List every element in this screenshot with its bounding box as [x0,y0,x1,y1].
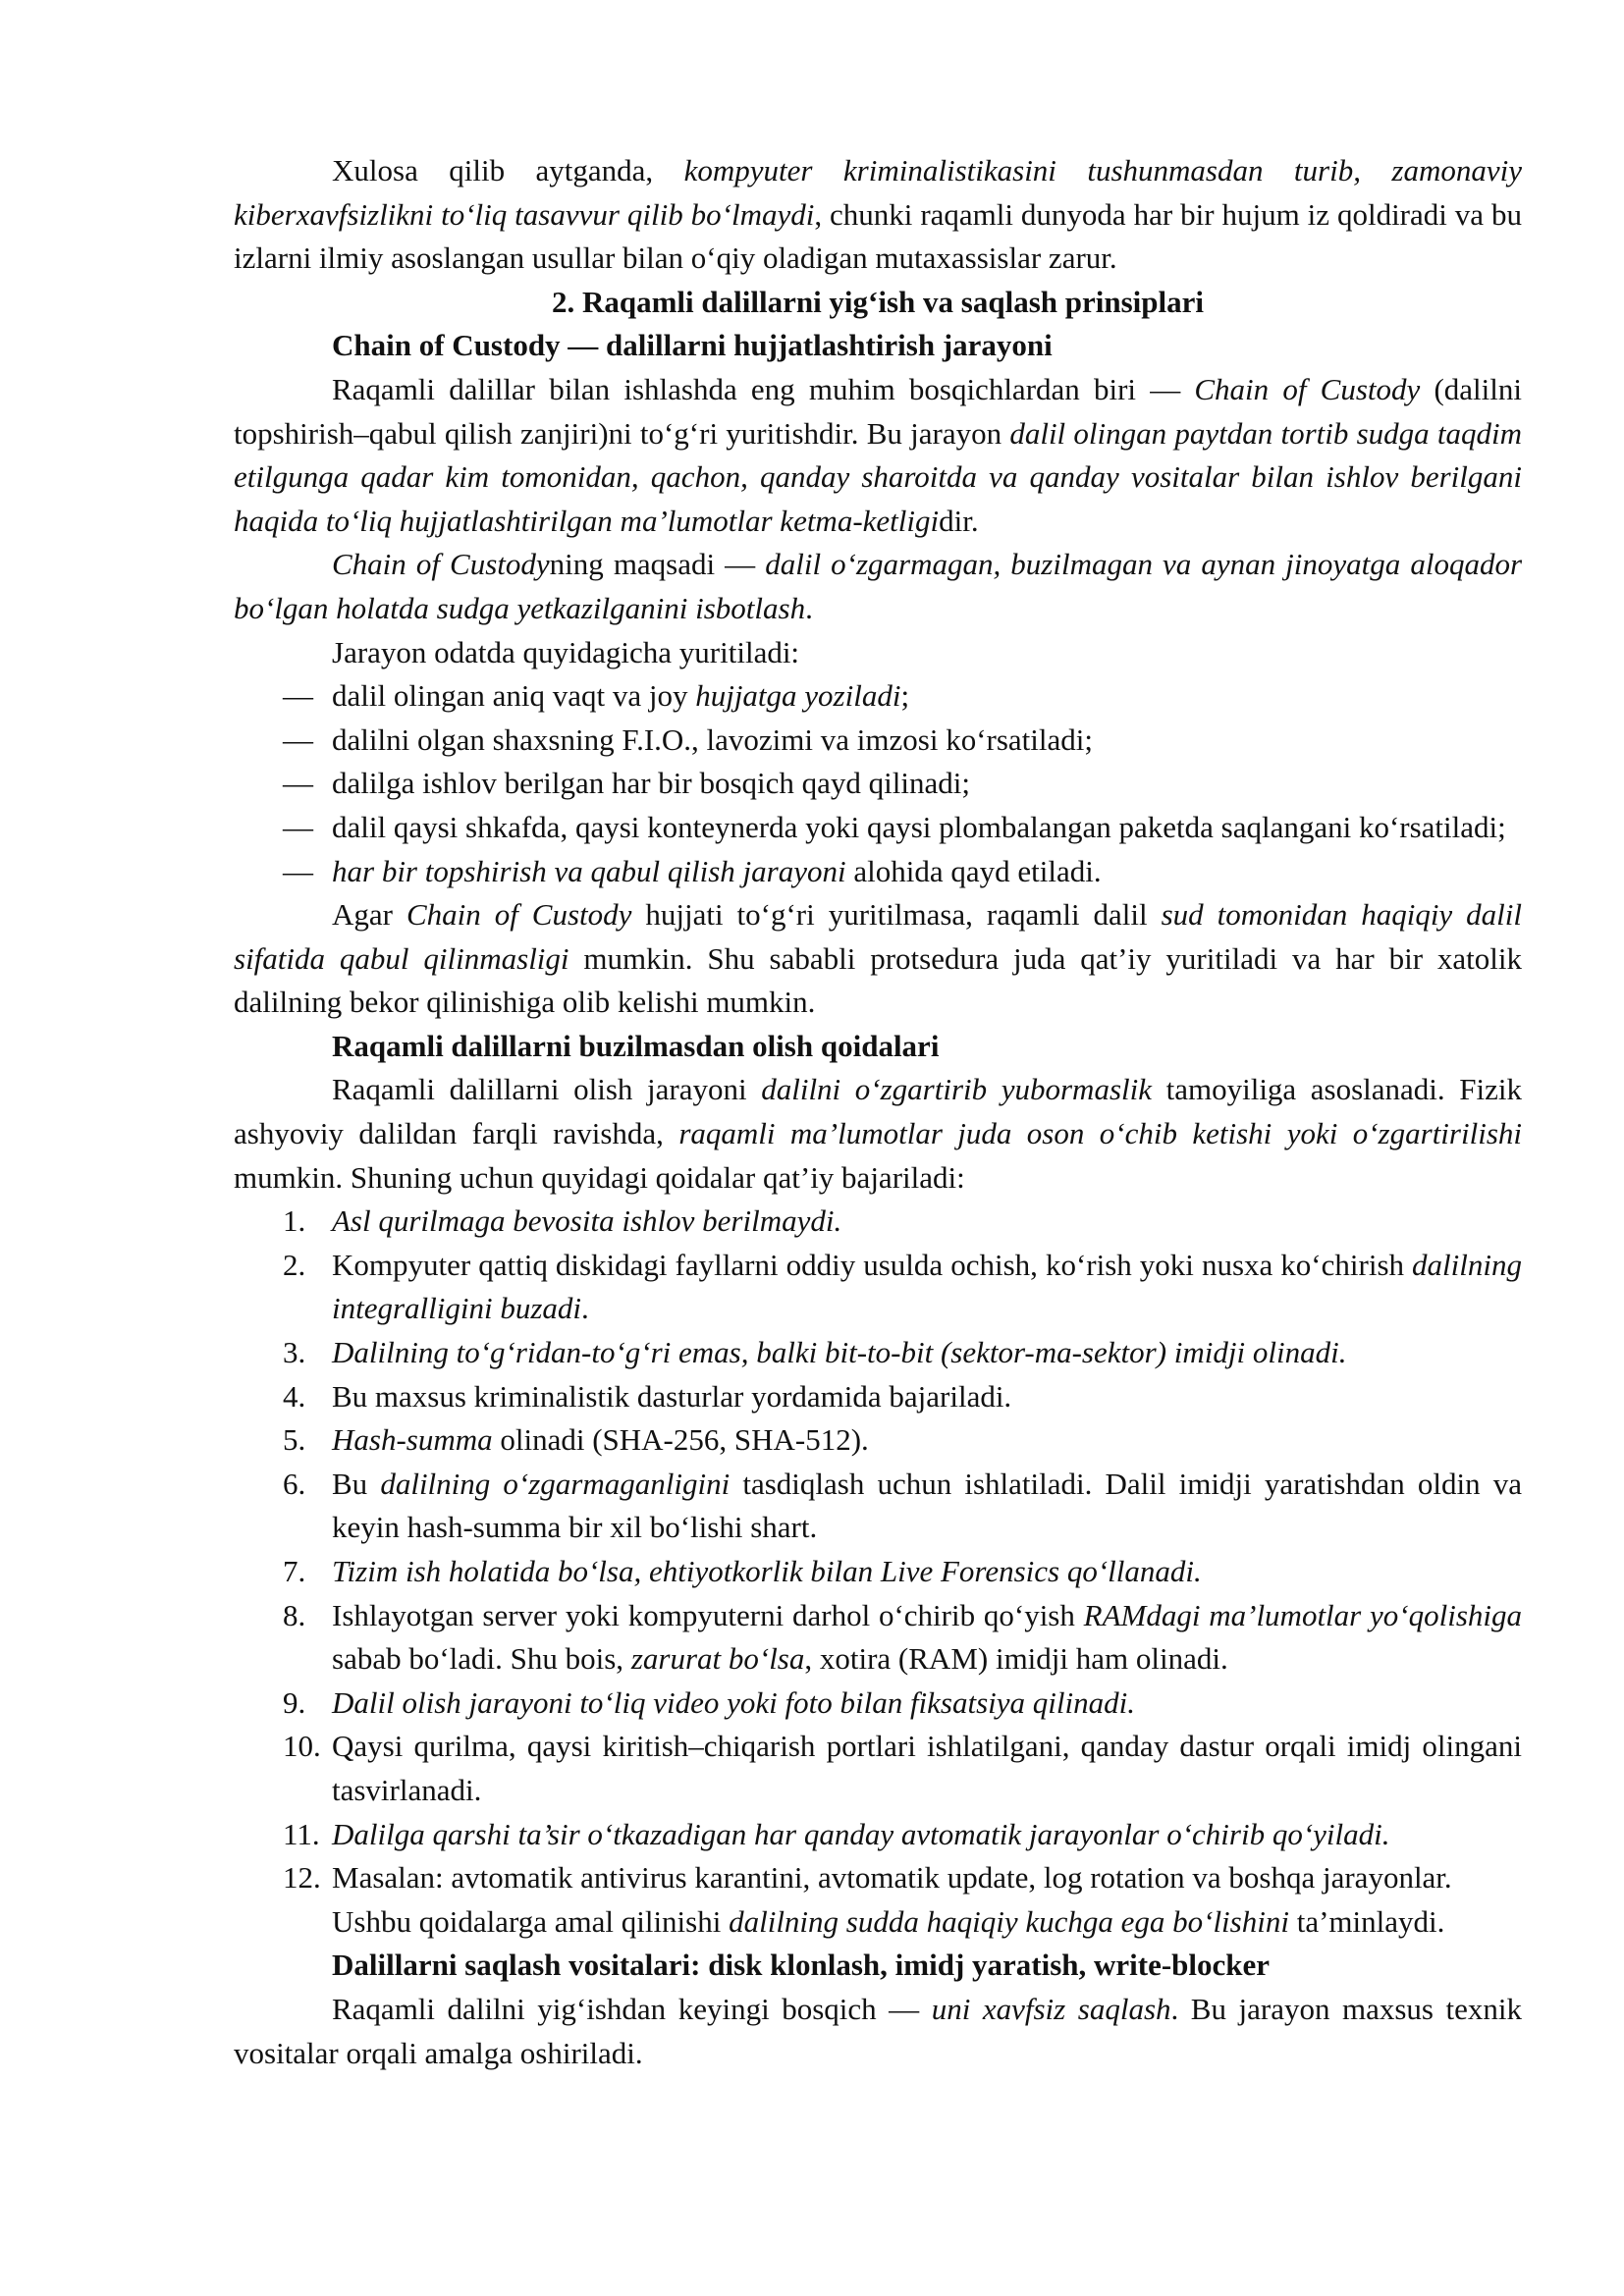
italic-run: dalil o‘zgarmagan, buzilmagan va aynan jinoyatga aloqador bo‘lgan holatda sudga yetkazilganini isbotlash [234,547,1523,625]
item-number: 6. [283,1466,306,1501]
section-title: 2. Raqamli dalillarni yig‘ish va saqlash prinsiplari [551,284,1205,319]
numbered-item [234,1594,1522,1682]
item-number: 2. [283,1247,306,1282]
italic-run: Chain of Custody [332,547,550,582]
italic-run: Dalil olish jarayoni to‘liq video yoki foto bilan fiksatsiya qilinadi. [332,1684,1135,1720]
italic-run: raqamli ma’lumotlar juda oson o‘chib ketishi yoki o‘zgartirilishi [678,1116,1522,1151]
dash-marker: — [283,809,313,844]
text-run: Ishlayotgan server yoki kompyuterni darhol o‘chirib qo‘yish [332,1597,1084,1632]
text-run: Bu maxsus kriminalistik dasturlar yordamida bajariladi. [332,1378,1012,1414]
italic-run: zarurat bo‘lsa [630,1641,805,1677]
paragraph-chain-of-custody-intro [234,368,1522,543]
item-number: 9. [283,1684,306,1720]
list-item [234,719,1522,763]
dash-marker: — [283,766,313,801]
text-run: dalilni olgan shaxsning F.I.O., lavozimi va imzosi ko‘rsatiladi; [332,721,1093,757]
heading-chain-of-custody: Chain of Custody — dalillarni hujjatlashtirish jarayoni [332,328,1053,363]
numbered-item [234,1200,1522,1244]
italic-run: Asl qurilmaga bevosita ishlov berilmaydi. [332,1203,842,1239]
text-run: dalilga ishlov berilgan har bir bosqich qayd qilinadi; [332,766,971,801]
text-run: , chunki raqamli dunyoda har bir hujum iz qoldiradi va bu izlarni ilmiy asoslangan usullar bilan o‘qiy oladigan mutaxassislar zarur. [234,196,1522,276]
document-page [234,149,1522,2075]
numbered-item [234,1375,1522,1419]
text-run: dir. [939,503,979,538]
italic-run: Chain of Custody [406,897,632,933]
italic-run: dalilni o‘zgartirib yubormaslik [761,1072,1152,1107]
dash-marker: — [283,853,313,888]
italic-run: kompyuter kriminalistikasini tushunmasdan turib, zamonaviy kiberxavfsizlikni to‘liq tasavvur qilib bo‘lmaydi [234,153,1523,232]
paragraph-storage-intro [234,1988,1522,2075]
italic-run: dalilning o‘zgarmaganligini [380,1466,731,1501]
italic-run: Tizim ish holatida bo‘lsa, ehtiyotkorlik bilan Live Forensics qo‘llanadi. [332,1554,1202,1588]
list-item [234,762,1522,806]
italic-run: dalil olingan paytdan tortib sudga taqdim etilgunga qadar kim tomonidan, qachon, qanday sharoitda va qanday vositalar bilan ishlov berilgani haqida to‘liq hujjatlashtirilgan ma’lumotlar ketma-ketligi [234,415,1522,538]
italic-run: RAMdagi ma’lumotlar yo‘qolishiga [1083,1597,1522,1632]
numbered-item [234,1682,1522,1726]
text-run: Xulosa qilib aytganda, [332,153,684,187]
text-run: Raqamli dalillar bilan ishlashda eng muhim bosqichlardan biri — [332,371,1195,406]
text-run: ; [900,678,910,714]
numbered-item [234,1463,1522,1550]
text-run: Bu [332,1466,381,1501]
text-run: , xotira (RAM) imidji ham olinadi. [804,1641,1228,1677]
list-item [234,806,1522,850]
numbered-item [234,1725,1522,1812]
text-run: alohida qayd etiladi. [845,853,1102,888]
italic-run: hujjatga yoziladi [695,678,901,714]
text-run: Agar [332,897,406,933]
list-item [234,850,1522,894]
item-number: 11. [283,1816,320,1851]
numbered-item [234,1244,1522,1331]
numbered-item [234,1418,1522,1463]
item-number: 1. [283,1203,306,1239]
dash-marker: — [283,678,313,714]
italic-run: Dalilga qarshi ta’sir o‘tkazadigan har qanday avtomatik jarayonlar o‘chirib qo‘yiladi. [332,1816,1390,1851]
paragraph-rules-conclusion [234,1900,1522,1945]
text-run: mumkin. Shu sababli protsedura juda qat’iy yuritiladi va har bir xatolik dalilning bekor qilinishiga olib kelishi mumkin. [234,940,1522,1020]
conclusion-paragraph [234,149,1522,281]
italic-run: Chain of Custody [1194,371,1421,406]
item-number: 10. [283,1729,321,1764]
text-run: Kompyuter qattiq diskidagi fayllarni oddiy usulda ochish, ko‘rish yoki nusxa ko‘chirish [332,1247,1413,1282]
item-number: 3. [283,1335,306,1370]
italic-run: sud tomonidan haqiqiy dalil sifatida qabul qilinmasligi [234,897,1522,976]
paragraph-evidence-rules-intro [234,1068,1522,1200]
text-run: Qaysi qurilma, qaysi kiritish–chiqarish portlari ishlatilgani, qanday dastur orqali imidj olingani tasvirlanadi. [332,1729,1522,1807]
text-run: dalil olingan aniq vaqt va joy [332,678,696,714]
item-number: 8. [283,1597,306,1632]
text-run: Masalan: avtomatik antivirus karantini, avtomatik update, log rotation va boshqa jarayonlar. [332,1860,1452,1896]
list-item [234,674,1522,719]
text-run: . [805,590,813,625]
item-number: 12. [283,1860,321,1896]
text-run: olinadi (SHA-256, SHA-512). [492,1422,869,1458]
text-run: hujjati to‘g‘ri yuritilmasa, raqamli dalil [631,897,1162,933]
text-run: mumkin. Shuning uchun quyidagi qoidalar qat’iy bajariladi: [234,1159,965,1195]
paragraph-process-intro: Jarayon odatda quyidagicha yuritiladi: [332,634,800,669]
text-run: ning maqsadi — [549,547,766,582]
dash-marker: — [283,721,313,757]
item-number: 7. [283,1554,306,1588]
italic-run: dalilning integralligini buzadi [332,1247,1522,1326]
italic-run: Dalilning to‘g‘ridan-to‘g‘ri emas, balki bit-to-bit (sektor-ma-sektor) imidji olinadi. [332,1335,1347,1370]
italic-run: Hash-summa [332,1422,493,1458]
numbered-item [234,1331,1522,1375]
text-run: Raqamli dalillarni olish jarayoni [332,1072,762,1107]
text-run: ta’minlaydi. [1288,1903,1445,1939]
text-run: Ushbu qoidalarga amal qilinishi [332,1903,730,1939]
text-run: . Bu jarayon maxsus texnik vositalar orqali amalga oshiriladi. [234,1991,1522,2070]
item-number: 5. [283,1422,306,1458]
heading-storage-tools: Dalillarni saqlash vositalari: disk klonlash, imidj yaratish, write-blocker [332,1948,1271,1983]
item-number: 4. [283,1378,306,1414]
text-run: tamoyiliga asoslanadi. Fizik ashyoviy dalildan farqli ravishda, [234,1072,1522,1151]
italic-run: dalilning sudda haqiqiy kuchga ega bo‘lishini [729,1903,1289,1939]
text-run: . [581,1291,589,1326]
text-run: tasdiqlash uchun ishlatiladi. Dalil imidji yaratishdan oldin va keyin hash-summa bir xil bo‘lishi shart. [332,1466,1522,1545]
numbered-item [234,1856,1522,1900]
paragraph-custody-failure [234,893,1522,1025]
paragraph-chain-of-custody-goal [234,543,1522,630]
text-run: dalil qaysi shkafda, qaysi konteynerda yoki qaysi plombalangan paketda saqlangani ko‘rsatiladi; [332,809,1506,844]
heading-evidence-rules: Raqamli dalillarni buzilmasdan olish qoidalari [332,1028,940,1063]
text-run: (dalilni topshirish–qabul qilish zanjiri)ni to‘g‘ri yuritishdir. Bu jarayon [234,371,1522,451]
numbered-item [234,1550,1522,1594]
numbered-item [234,1813,1522,1857]
text-run: Raqamli dalilni yig‘ishdan keyingi bosqich — [332,1991,932,2026]
italic-run: uni xavfsiz saqlash [931,1991,1171,2026]
text-run: sabab bo‘ladi. Shu bois, [332,1641,631,1677]
italic-run: har bir topshirish va qabul qilish jarayoni [332,853,846,888]
